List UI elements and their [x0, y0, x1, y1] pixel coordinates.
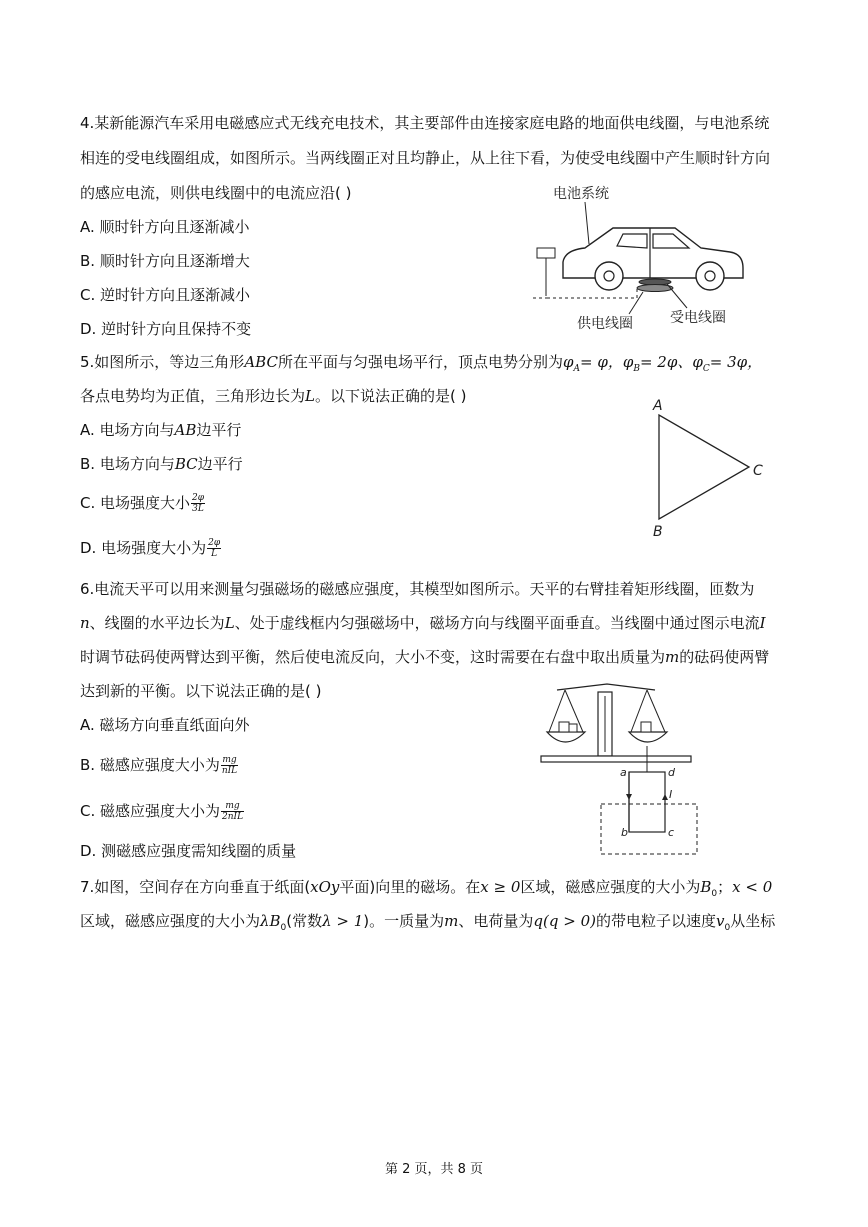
q5-text: 。以下说法正确的是( ) — [314, 387, 467, 405]
q5-L: L — [305, 387, 315, 405]
q5-text: 各点电势均为正值，三角形边长为 — [80, 387, 306, 405]
q4-option-a: A. 顺时针方向且逐渐减小 — [80, 218, 250, 236]
q7-text: )。一质量为 — [363, 912, 445, 930]
q6-text: 的砝码使两臂 — [679, 648, 770, 666]
q6-option-d: D. 测磁感应强度需知线圈的质量 — [80, 842, 297, 860]
q4-option-b: B. 顺时针方向且逐渐增大 — [80, 252, 250, 270]
q5-fraction: $\frac{2\varphi}{3L}$ — [192, 493, 205, 514]
coil-a-label: a — [620, 766, 627, 779]
q4-option-d: D. 逆时针方向且保持不变 — [80, 320, 252, 338]
q5-text: A. 电场方向与 — [80, 421, 175, 439]
supply-coil-label: 供电线圈 — [577, 316, 633, 332]
q6-line-4: 达到新的平衡。以下说法正确的是( ) — [80, 682, 322, 700]
q7-line-2 — [80, 910, 775, 939]
q7-text: (常数 — [286, 912, 323, 930]
q5-text: 边平行 — [196, 421, 242, 439]
q6-text: C. 磁感应强度大小为 — [80, 802, 221, 820]
q7-line-1 — [80, 876, 772, 905]
q7-text: 、电荷量为 — [458, 912, 534, 930]
q7-m: m — [444, 912, 459, 930]
battery-label: 电池系统 — [553, 186, 609, 202]
q6-L: L — [224, 614, 235, 632]
q5-fraction: $\frac{2\varphi}{L}$ — [208, 538, 221, 559]
q6-line-2 — [80, 612, 766, 634]
q7-xoy: xOy — [310, 878, 340, 896]
vertex-b-label: B — [653, 524, 663, 540]
q7-text: 平面)向里的磁场。在 — [339, 878, 481, 896]
q6-text: 时调节砝码使两臂达到平衡，然后使电流反向，大小不变，这时需要在右盘中取出质量为 — [80, 648, 666, 666]
q6-fraction: $\frac{mg}{\text{2nIL}}$ — [222, 801, 244, 822]
q5-text: B. 电场方向与 — [80, 455, 175, 473]
q6-fraction: $\frac{mg}{\text{nIL}}$ — [221, 755, 238, 776]
q4-line-2: 相连的受电线圈组成，如图所示。当两线圈正对且均静止，从上往下看，为使受电线圈中产生顺时针方向 — [80, 149, 771, 167]
page-footer: 第 2 页，共 8 页 — [384, 1162, 484, 1177]
q7-text: 从坐标 — [730, 912, 776, 930]
q7-v0: v — [715, 912, 725, 930]
q6-I: I — [759, 614, 766, 632]
q5-sub: C — [702, 364, 710, 374]
q6-text: B. 磁感应强度大小为 — [80, 756, 220, 774]
q5-option-b — [80, 453, 243, 475]
q6-n: n — [80, 614, 90, 632]
q5-vals: = 2φ、φ — [639, 353, 703, 371]
q6-text: 、线圈的水平边长为 — [89, 614, 225, 632]
receive-coil-label: 受电线圈 — [670, 310, 726, 326]
vertex-c-label: C — [753, 463, 763, 479]
coil-d-label: d — [668, 766, 675, 779]
current-i-label: I — [669, 788, 673, 801]
q7-sub: 0 — [280, 923, 287, 933]
q5-sub: B — [633, 364, 640, 374]
q7-text: 7.如图，空间存在方向垂直于纸面( — [80, 878, 311, 896]
q6-option-c — [80, 800, 244, 822]
q7-text: ； — [717, 878, 733, 896]
q7-lambda-b0: λB — [260, 912, 281, 930]
q7-sub: 0 — [724, 923, 731, 933]
q5-text: 边平行 — [197, 455, 243, 473]
q5-triangle-figure — [645, 395, 775, 545]
q6-option-a: A. 磁场方向垂直纸面向外 — [80, 716, 250, 734]
q7-q: q(q > 0) — [533, 912, 596, 930]
coil-b-label: b — [621, 826, 628, 839]
q7-cond: x ≥ 0 — [480, 878, 521, 896]
q7-B0: B — [700, 878, 712, 896]
q7-sub: 0 — [711, 889, 718, 899]
q6-line-3 — [80, 646, 769, 668]
q5-abc: ABC — [244, 353, 278, 371]
q5-phi: φ — [562, 353, 574, 371]
vertex-a-label: A — [653, 398, 663, 414]
q4-car-figure — [525, 178, 765, 338]
q5-var: BC — [174, 455, 198, 473]
q7-text: 区域，磁感应强度的大小为 — [80, 912, 261, 930]
q5-var: AB — [174, 421, 197, 439]
q5-text: C. 电场强度大小 — [80, 494, 191, 512]
q4-line-1: 4.某新能源汽车采用电磁感应式无线充电技术，其主要部件由连接家庭电路的地面供电线圈，与电池系统 — [80, 114, 770, 132]
q7-cond: x < 0 — [732, 878, 773, 896]
q6-line-1: 6.电流天平可以用来测量匀强磁场的磁感应强度，其模型如图所示。天平的右臂挂着矩形线圈，匝数为 — [80, 580, 755, 598]
q5-line-2 — [80, 385, 466, 407]
q5-sub: A — [573, 364, 580, 374]
q5-option-d — [80, 537, 221, 559]
q5-line-1 — [80, 351, 762, 380]
q4-option-c: C. 逆时针方向且逐渐减小 — [80, 286, 251, 304]
coil-c-label: c — [668, 826, 675, 839]
q6-m: m — [665, 648, 680, 666]
q5-text: D. 电场强度大小为 — [80, 539, 207, 557]
q5-vals: = 3φ， — [709, 353, 763, 371]
q6-text: 、处于虚线框内匀强磁场中，磁场方向与线圈平面垂直。当线圈中通过图示电流 — [234, 614, 760, 632]
q7-text: 区域，磁感应强度的大小为 — [520, 878, 701, 896]
q4-line-3: 的感应电流，则供电线圈中的电流应沿( ) — [80, 184, 352, 202]
q6-current-balance-figure — [535, 676, 735, 860]
q7-text: 的带电粒子以速度 — [595, 912, 716, 930]
q5-option-c — [80, 492, 205, 514]
q5-option-a — [80, 419, 241, 441]
q5-text: 5.如图所示，等边三角形 — [80, 353, 245, 371]
q7-lambda: λ > 1 — [322, 912, 364, 930]
q5-text: 所在平面与匀强电场平行，顶点电势分别为 — [277, 353, 563, 371]
q5-vals: = φ，φ — [579, 353, 634, 371]
q6-option-b — [80, 754, 238, 776]
